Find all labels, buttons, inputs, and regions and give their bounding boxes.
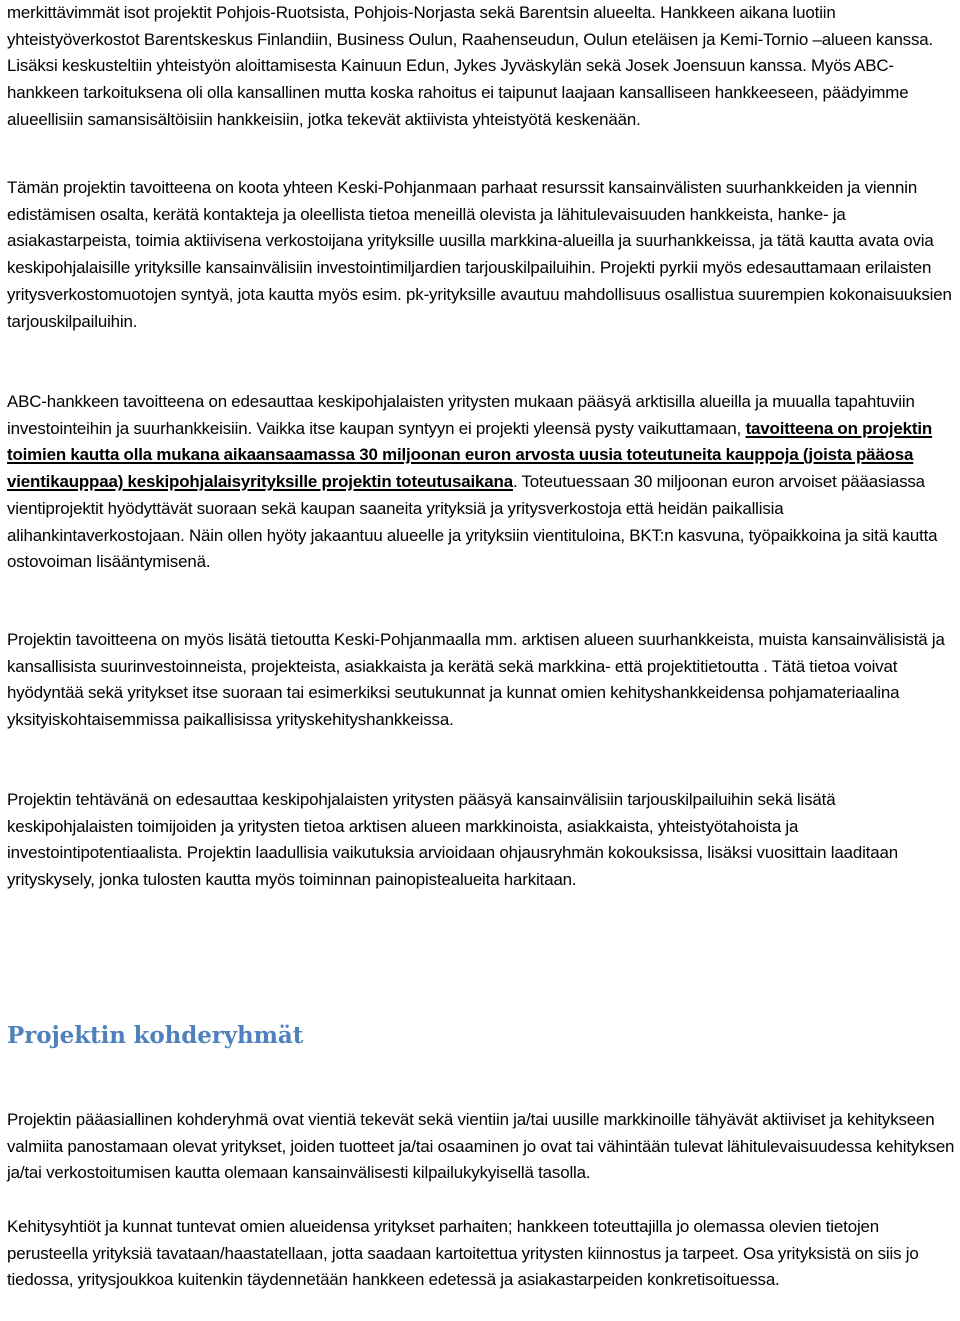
paragraph-knowledge-goal: Projektin tavoitteena on myös lisätä tietoutta Keski-Pohjanmaalla mm. arktisen alueen suurhankkeista, muista kansainvälisistä ja kansallisista suurinvestoinneista, projekteista, asiakkaista ja kerätä sekä markkina- että projektitietoutta . Tätä tietoa voivat hyödyntää sekä yritykset itse suoraan tai esimerkiksi seutukunnat ja kunnat omien kehityshankkeidensa pohjamateriaalina yksityiskohtaisemmissa paikallisissa yrityskehityshankkeissa. [7, 630, 945, 730]
abc-goal-underlined-target: tavoitteena on projektin toimien kautta olla mukana aikaansaamassa 30 miljoonan euron arvosta uusia toteutuneita kauppoja (joista pääosa vientikauppaa) keskipohjalaisyrityksille projektin toteutusaikana [7, 418, 933, 492]
paragraph-project-goal: Tämän projektin tavoitteena on koota yhteen Keski-Pohjanmaan parhaat resurssit kansainvälisten suurhankkeiden ja viennin edistämisen osalta, kerätä kontakteja ja oleellista tietoa meneillä olevista ja lähitulevaisuuden hankkeista, hanke- ja asiakastarpeista, toimia aktiivisena verkostoijana yrityksille uusilla markkina-alueilla ja suurhankkeissa, ja tätä kautta avata ovia keskipohjalaisille yrityksille kansainvälisiin investointimiljardien tarjouskilpailuihin. Projekti pyrkii myös edesauttamaan erilaisten yritysverkostomuotojen syntyä, jota kautta myös esim. pk-yrityksille avautuu mahdollisuus osallistua suurempien kokonaisuuksien tarjouskilpailuihin. [7, 178, 952, 331]
abc-goal-outcome-text: . Toteutuessaan 30 miljoonan euron arvoiset pääasiassa vientiprojektit hyödyttävät suoraan sekä kaupan saaneita yrityksiä ja yritysverkostoja että heidän paikallisia alihankintaverkostojaan. Näin ollen hyöty jakaantuu alueelle ja yrityksiin vientituloina, BKT:n kasvuna, työpaikkoina ja sitä kautta ostovoiman lisääntymisenä. [7, 472, 938, 572]
paragraph-intro-networks: merkittävimmät isot projektit Pohjois-Ruotsista, Pohjois-Norjasta sekä Barentsin alueelta. Hankkeen aikana luotiin yhteistyöverkostot Barentskeskus Finlandiin, Business Oulun, Raahenseudun, Oulun eteläisen ja Kemi-Tornio –alueen kanssa. Lisäksi keskusteltiin yhteistyön aloittamisesta Kainuun Edun, Jykes Jyväskylän sekä Josek Joensuun kanssa. Myös ABC-hankkeen tarkoituksena oli olla kansallinen mutta koska rahoitus ei taipunut laajaan kansalliseen hankkeeseen, päädyimme alueellisiin samansisältöisiin hankkeisiin, jotka tekevät aktiivista yhteistyötä keskenään. [7, 3, 934, 129]
paragraph-development-companies: Kehitysyhtiöt ja kunnat tuntevat omien alueidensa yritykset parhaiten; hankkeen toteuttajilla jo olemassa olevien tietojen perusteella yrityksiä tavataan/haastatellaan, jotta saadaan kartoitettua yritysten kiinnostus ja tarpeet. Osa yrityksistä on siis jo tiedossa, yritysjoukkoa kuitenkin täydennetään hankkeen edetessä ja asiakastarpeiden konkretisoituessa. [7, 1217, 919, 1290]
paragraph-project-task: Projektin tehtävänä on edesauttaa keskipohjalaisten yritysten pääsyä kansainvälisiin tarjouskilpailuihin sekä lisätä keskipohjalaisten toimijoiden ja yritysten tietoa arktisen alueen markkinoista, asiakkaista, yhteistyötahoista ja investointipotentiaalista. Projektin laadullisia vaikutuksia arvioidaan ohjausryhmän kokouksissa, lisäksi vuosittain laaditaan yrityskysely, jonka tulosten kautta myös toiminnan painopistealueita harkitaan. [7, 790, 898, 890]
abc-goal-intro-text: ABC-hankkeen tavoitteena on edesauttaa keskipohjalaisten yritysten mukaan pääsyä arktisilla alueilla ja muualla tapahtuviin investointeihin ja suurhankkeisiin. Vaikka itse kaupan syntyyn ei projekti yleensä pysty vaikuttamaan, [7, 392, 915, 438]
section-heading-target-groups: Projektin kohderyhmät [7, 1022, 304, 1049]
paragraph-abc-goal [7, 389, 957, 576]
paragraph-main-target-group: Projektin pääasiallinen kohderyhmä ovat vientiä tekevät sekä vientiin ja/tai uusille markkinoille tähyävät aktiiviset ja kehitykseen valmiita panostamaan olevat yritykset, joiden tuotteet ja/tai osaaminen jo ovat tai vähintään tulevat lähitulevaisuudessa kehityksen ja/tai verkostoitumisen kautta olemaan kansainvälisesti kilpailukykyisellä tasolla. [7, 1110, 955, 1183]
